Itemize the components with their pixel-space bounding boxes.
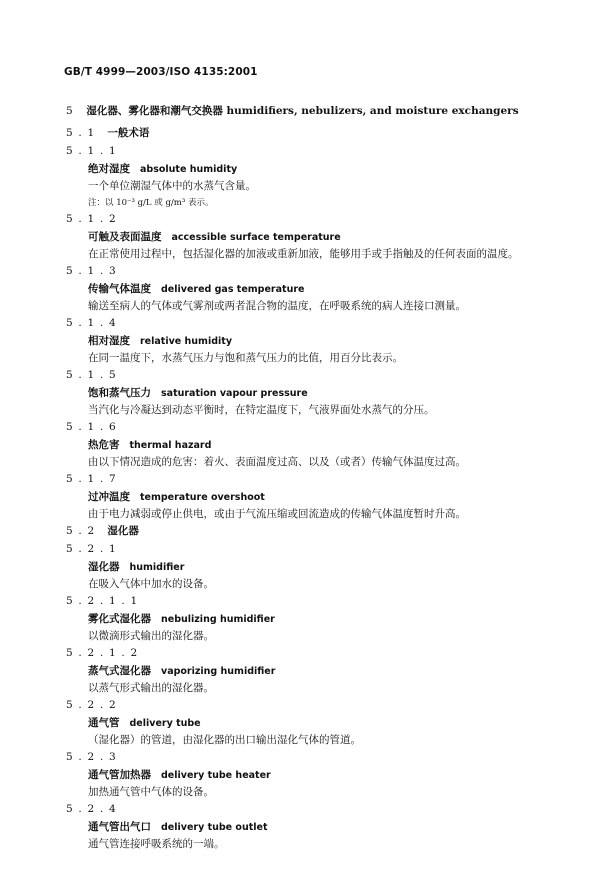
- clause-number: [66, 265, 536, 277]
- term-title: [66, 439, 536, 452]
- clause-number-text: 5 . 2 . 3: [66, 751, 117, 763]
- clause-number: [66, 317, 536, 329]
- term-english: saturation vapour pressure: [161, 388, 308, 399]
- section-title: 湿化器、雾化器和潮气交换器 humidifiers, nebulizers, and moisture exchangers: [86, 105, 519, 117]
- clause-number: [66, 647, 536, 659]
- term-title: [66, 613, 536, 626]
- clause-number: [66, 803, 536, 815]
- clause-number: [66, 543, 536, 555]
- clause-number: [66, 127, 536, 139]
- term-entry: [66, 751, 536, 799]
- clause-number-text: 5 . 1 . 6: [66, 421, 117, 433]
- term-english: absolute humidity: [140, 164, 238, 175]
- term-chinese: 传输气体温度: [88, 283, 151, 295]
- term-definition: 当汽化与冷凝达到动态平衡时，在特定温度下，气液界面处水蒸气的分压。: [88, 404, 435, 416]
- term-entry: [66, 699, 536, 747]
- term-english: relative humidity: [140, 336, 233, 347]
- clause-number-text: 5 . 1: [66, 127, 96, 139]
- term-list: [66, 127, 536, 855]
- clause-number-text: 5 . 2 . 1 . 1: [66, 595, 139, 607]
- section-heading: [66, 103, 519, 118]
- term-definition: 由于电力减弱或停止供电，或由于气流压缩或回流造成的传输气体温度暂时升高。: [88, 508, 466, 520]
- term-title: [66, 561, 536, 574]
- clause-number-text: 5 . 2 . 4: [66, 803, 117, 815]
- term-entry: [66, 145, 536, 209]
- clause-number: [66, 751, 536, 763]
- term-english: nebulizing humidifier: [161, 614, 275, 625]
- term-entry: [66, 543, 536, 591]
- term-chinese: 通气管: [88, 717, 120, 729]
- clause-number-text: 5 . 1 . 2: [66, 213, 117, 225]
- term-entry: [66, 369, 536, 417]
- document-header: GB/T 4999—2003/ISO 4135:2001: [64, 66, 258, 78]
- term-title: [66, 231, 536, 244]
- term-english: delivery tube outlet: [161, 822, 268, 833]
- term-definition: （湿化器）的管道，由湿化器的出口输出湿化气体的管道。: [88, 734, 361, 746]
- term-english: vaporizing humidifier: [161, 666, 276, 677]
- term-chinese: 相对湿度: [88, 335, 130, 347]
- clause-number-text: 5 . 1 . 3: [66, 265, 117, 277]
- term-definition: 加热通气管中气体的设备。: [88, 786, 214, 798]
- clause-number-text: 5 . 2 . 2: [66, 699, 117, 711]
- term-chinese: 通气管出气口: [88, 821, 151, 833]
- term-entry: [66, 127, 536, 139]
- term-entry: [66, 473, 536, 521]
- term-definition: 输送至病人的气体或气雾剂或两者混合物的温度，在呼吸系统的病人连接口测量。: [88, 300, 466, 312]
- clause-number: [66, 369, 536, 381]
- term-definition: 通气管连接呼吸系统的一端。: [88, 838, 225, 850]
- term-title: [66, 769, 536, 782]
- term-chinese: 过冲温度: [88, 491, 130, 503]
- term-entry: [66, 525, 536, 537]
- term-english: thermal hazard: [129, 440, 212, 451]
- term-chinese: 湿化器: [88, 561, 120, 573]
- clause-number-text: 5 . 1 . 5: [66, 369, 117, 381]
- term-english: temperature overshoot: [140, 492, 265, 503]
- clause-number: [66, 473, 536, 485]
- term-chinese: 蒸气式湿化器: [88, 665, 151, 677]
- clause-number: [66, 595, 536, 607]
- clause-number: [66, 525, 536, 537]
- term-title: [66, 163, 536, 176]
- term-note: 注：以 10⁻³ g/L 或 g/m³ 表示。: [88, 198, 214, 208]
- term-chinese: 热危害: [88, 439, 120, 451]
- term-chinese: 通气管加热器: [88, 769, 151, 781]
- term-title: [66, 283, 536, 296]
- term-definition: 在正常使用过程中，包括湿化器的加液或重新加液，能够用手或手指触及的任何表面的温度。: [88, 248, 519, 260]
- term-definition: 一个单位潮湿气体中的水蒸气含量。: [88, 180, 256, 192]
- term-title: [66, 387, 536, 400]
- term-title: [66, 717, 536, 730]
- clause-number: [66, 421, 536, 433]
- section-number: 5: [66, 105, 73, 117]
- term-title: [66, 491, 536, 504]
- term-definition: 由以下情况造成的危害：着火、表面温度过高、以及（或者）传输气体温度过高。: [88, 456, 466, 468]
- term-chinese: 可触及表面温度: [88, 231, 162, 243]
- term-definition: 在吸入气体中加水的设备。: [88, 578, 214, 590]
- term-entry: [66, 317, 536, 365]
- subsection-title: 一般术语: [107, 127, 150, 139]
- term-title: [66, 665, 536, 678]
- clause-number: [66, 699, 536, 711]
- clause-number-text: 5 . 2: [66, 525, 96, 537]
- clause-number: [66, 145, 536, 157]
- clause-number-text: 5 . 2 . 1: [66, 543, 117, 555]
- clause-number-text: 5 . 1 . 1: [66, 145, 117, 157]
- term-entry: [66, 595, 536, 643]
- term-english: humidifier: [129, 562, 185, 573]
- clause-number-text: 5 . 1 . 7: [66, 473, 117, 485]
- term-entry: [66, 265, 536, 313]
- term-title: [66, 335, 536, 348]
- term-english: delivered gas temperature: [161, 284, 305, 295]
- term-definition: 以微滴形式输出的湿化器。: [88, 630, 214, 642]
- term-chinese: 饱和蒸气压力: [88, 387, 151, 399]
- term-entry: [66, 213, 536, 261]
- term-definition: 以蒸气形式输出的湿化器。: [88, 682, 214, 694]
- term-definition: 在同一温度下，水蒸气压力与饱和蒸气压力的比值，用百分比表示。: [88, 352, 403, 364]
- term-entry: [66, 647, 536, 695]
- term-english: delivery tube: [129, 718, 201, 729]
- term-title: [66, 821, 536, 834]
- term-english: delivery tube heater: [161, 770, 271, 781]
- term-entry: [66, 421, 536, 469]
- term-chinese: 雾化式湿化器: [88, 613, 151, 625]
- term-english: accessible surface temperature: [171, 232, 341, 243]
- clause-number-text: 5 . 2 . 1 . 2: [66, 647, 139, 659]
- term-chinese: 绝对湿度: [88, 163, 130, 175]
- term-entry: [66, 803, 536, 851]
- clause-number: [66, 213, 536, 225]
- clause-number-text: 5 . 1 . 4: [66, 317, 117, 329]
- subsection-title: 湿化器: [107, 525, 139, 537]
